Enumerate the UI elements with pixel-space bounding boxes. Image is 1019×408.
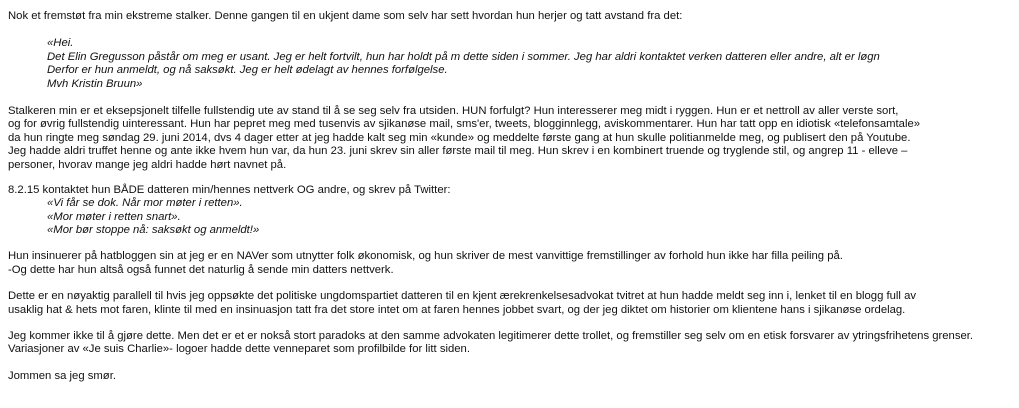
quote-line: Mvh Kristin Bruun» xyxy=(47,77,143,90)
paragraph-line: og for øvrig fullstendig uinteressant. Hun har pepret meg med tusenvis av sjikanøse mail, sms'er, tweets, blogginnlegg, aviskommentarer. Hun har tatt opp en idiotisk «telefonsamtale» xyxy=(8,118,921,131)
tweet-quote: «Vi får se dok. Når mor møter i retten». xyxy=(47,197,243,210)
paragraph-line: Dette er en nøyaktig parallell til hvis jeg oppsøkte det politiske ungdomspartiet datteren til en kjent ærekrenkelsesadvokat tvitret at hun hadde meldt seg inn i, lenket til en blogg full av xyxy=(8,290,917,303)
paragraph-line: Jeg hadde aldri truffet henne og ante ikke hvem hun var, da hun 23. juni skrev sin aller første mail til meg. Hun skrev i en kombinert truende og tryglende stil, og angrep 11 - elleve – xyxy=(8,145,908,158)
paragraph-line: 8.2.15 kontaktet hun BÅDE datteren min/hennes nettverk OG andre, og skrev på Twitter: xyxy=(8,183,451,196)
document-body xyxy=(8,10,1013,383)
tweet-quote: «Mor møter i retten snart». xyxy=(47,210,181,223)
tweet-quote: «Mor bør stoppe nå: saksøkt og anmeldt!» xyxy=(47,224,260,237)
paragraph-hatblog xyxy=(8,250,1013,277)
quote-line: «Hei. xyxy=(47,37,74,50)
paragraph-line: Jeg kommer ikke til å gjøre dette. Men det er et er nokså stort paradoks at den samme advokaten legitimerer dette trollet, og fremstiller seg selv om en etisk forsvarer av ytringsfrihetens grenser. xyxy=(8,330,974,343)
quote-line: Det Elin Gregusson påstår om meg er usant. Jeg er helt fortvilt, hun har holdt på m dette siden i sommer. Jeg har aldri kontaktet verken datteren eller andre, alt er løgn xyxy=(47,50,880,63)
paragraph-stalker xyxy=(8,105,1013,172)
paragraph-line: personer, hvorav mange jeg aldri hadde hørt navnet på. xyxy=(8,158,287,171)
paragraph-line: Stalkeren min er et eksepsjonelt tilfelle fullstendig ute av stand til å se seg selv fra utsiden. HUN forfulgt? Hun interesserer meg midt i ryggen. Hun er et nettroll av aller verste sort, xyxy=(8,104,899,117)
quoted-message xyxy=(8,37,1013,91)
paragraph-line: Hun insinuerer på hatbloggen sin at jeg er en NAVer som utnytter folk økonomisk, og hun skriver de mest vanvittige fremstillinger av forhold hun ikke har filla peiling på. xyxy=(8,250,843,263)
intro-line: Nok et fremstøt fra min ekstreme stalker. Denne gangen til en ukjent dame som selv har sett hvordan hun herjer og tatt avstand fra det: xyxy=(8,10,683,22)
paragraph-line: usaklig hat & hets mot faren, klinte til med en insinuasjon tatt fra det store intet om at faren hennes jobbet svart, og der jeg diktet om historier om klientene hans i sjikanøse ordelag. xyxy=(8,303,906,316)
paragraph-parallel xyxy=(8,290,1013,317)
paragraph-paradox xyxy=(8,330,1013,357)
paragraph-line: da hun ringte meg søndag 29. juni 2014, dvs 4 dager etter at jeg hadde kalt seg min «kunde» og meddelte første gang at hun skulle politianmelde meg, og publisert den på Youtube. xyxy=(8,131,911,144)
quote-line: Derfor er hun anmeldt, og nå saksøkt. Jeg er helt ødelagt av hennes forfølgelse. xyxy=(47,64,448,77)
closing-line: Jommen sa jeg smør. xyxy=(8,369,116,382)
paragraph-twitter xyxy=(8,184,1013,238)
paragraph-line: -Og dette har hun altså også funnet det naturlig å sende min datters nettverk. xyxy=(8,263,394,276)
paragraph-line: Variasjoner av «Je suis Charlie»- logoer hadde dette venneparet som profilbilde for litt siden. xyxy=(8,343,470,356)
